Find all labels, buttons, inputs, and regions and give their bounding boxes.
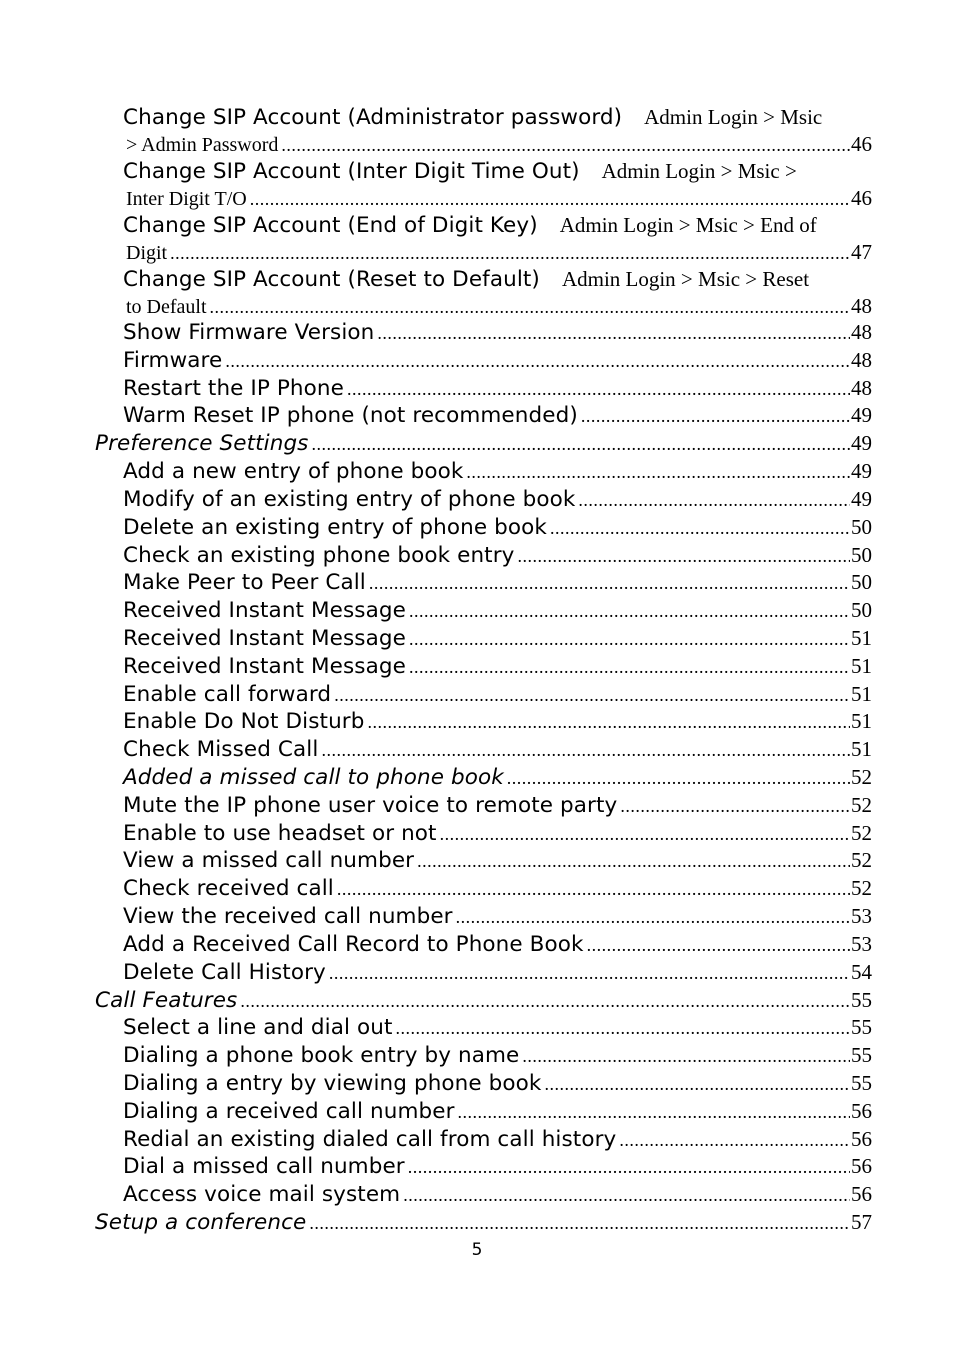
- toc-entry[interactable]: [123, 568, 872, 596]
- toc-entry[interactable]: [123, 624, 872, 652]
- toc-entry[interactable]: [123, 680, 872, 708]
- toc-page-number: 49: [851, 487, 872, 511]
- toc-entry-line: [123, 791, 872, 819]
- toc-entry-menu-path: Admin Login > Msic >: [601, 159, 797, 183]
- toc-entry-title: Restart the IP Phone: [123, 376, 344, 401]
- toc-entry-line: [123, 1069, 872, 1097]
- toc-entry-line: [95, 429, 872, 457]
- toc-entry[interactable]: [123, 902, 872, 930]
- toc-page-number: 48: [851, 376, 872, 400]
- dot-leader: [321, 736, 850, 764]
- toc-entry[interactable]: [123, 1125, 872, 1153]
- toc-entry-title: Warm Reset IP phone (not recommended): [123, 403, 578, 428]
- dot-leader: [210, 294, 850, 320]
- dot-leader: [170, 240, 850, 266]
- toc-entry-line: [123, 131, 872, 157]
- toc-entry-line: [123, 157, 872, 185]
- toc-entry-title: Access voice mail system: [123, 1182, 401, 1207]
- page-number: 5: [471, 1240, 483, 1260]
- toc-entry-title: Enable to use headset or not: [123, 821, 437, 846]
- toc-entry-line: [123, 763, 872, 791]
- toc-entry-line: [123, 1097, 872, 1125]
- toc-entry[interactable]: [123, 1013, 872, 1041]
- dot-leader: [377, 319, 850, 347]
- toc-page-number: 55: [851, 988, 872, 1012]
- toc-entry-title: Dialing a received call number: [123, 1099, 455, 1124]
- toc-entry-line: [123, 541, 872, 569]
- toc-section-heading[interactable]: [95, 429, 872, 457]
- toc-page-number: 49: [851, 403, 872, 427]
- toc-entry-line: [123, 652, 872, 680]
- toc-entry-title: Enable call forward: [123, 682, 332, 707]
- toc-page-number: 52: [851, 821, 872, 845]
- toc-entry-title: Received Instant Message: [123, 626, 406, 651]
- dot-leader: [409, 653, 850, 681]
- toc-page-number: 52: [851, 876, 872, 900]
- toc-page-number: 55: [851, 1015, 872, 1039]
- dot-leader: [507, 764, 850, 792]
- toc-entry-line: [123, 680, 872, 708]
- toc-entry-line: [123, 346, 872, 374]
- toc-entry-title: Call Features: [95, 988, 238, 1013]
- toc-page-number: 48: [851, 294, 872, 318]
- toc-entry[interactable]: [123, 763, 872, 791]
- toc-page-number: 49: [851, 431, 872, 455]
- toc-entry-title: Add a Received Call Record to Phone Book: [123, 932, 584, 957]
- toc-page-number: 57: [851, 1210, 872, 1234]
- toc-entry[interactable]: [123, 1180, 872, 1208]
- toc-page-number: 50: [851, 543, 872, 567]
- toc-entry-line: [123, 1013, 872, 1041]
- toc-page-number: 51: [851, 682, 872, 706]
- toc-page-number: 50: [851, 515, 872, 539]
- dot-leader: [396, 1014, 850, 1042]
- toc-entry[interactable]: [123, 346, 872, 374]
- dot-leader: [587, 931, 850, 959]
- toc-page-number: 52: [851, 765, 872, 789]
- dot-leader: [458, 1098, 850, 1126]
- toc-entry[interactable]: [123, 1069, 872, 1097]
- toc-entry[interactable]: [123, 846, 872, 874]
- toc-entry[interactable]: [123, 485, 872, 513]
- toc-entry-line: [123, 401, 872, 429]
- toc-entry[interactable]: [123, 652, 872, 680]
- toc-entry[interactable]: [123, 930, 872, 958]
- toc-entry-title: Received Instant Message: [123, 654, 406, 679]
- dot-leader: [403, 1181, 850, 1209]
- toc-page-number: 52: [851, 848, 872, 872]
- toc-entry-line: [123, 1152, 872, 1180]
- toc-entry-title: Check an existing phone book entry: [123, 543, 515, 568]
- toc-entry-title: Received Instant Message: [123, 598, 406, 623]
- toc-entry-line: [123, 513, 872, 541]
- toc-entry-line: [123, 293, 872, 319]
- toc-section-heading[interactable]: [95, 986, 872, 1014]
- dot-leader: [578, 486, 850, 514]
- toc-entry-title: Check Missed Call: [123, 737, 319, 762]
- toc-entry-menu-path: Admin Login > Msic > End of: [559, 213, 817, 237]
- toc-entry-line: [123, 819, 872, 847]
- toc-entry-line: [123, 596, 872, 624]
- toc-entry[interactable]: [123, 874, 872, 902]
- toc-page-number: 54: [851, 960, 872, 984]
- toc-entry[interactable]: [123, 401, 872, 429]
- toc-page-number: 51: [851, 709, 872, 733]
- toc-entry-title: Dialing a phone book entry by name: [123, 1043, 520, 1068]
- toc-entry-title: Dial a missed call number: [123, 1154, 405, 1179]
- toc-page-number: 51: [851, 737, 872, 761]
- toc-entry[interactable]: [123, 513, 872, 541]
- dot-leader: [619, 1126, 850, 1154]
- toc-entry-menu-path: Admin Login > Msic: [644, 105, 823, 129]
- toc-entry-title: Change SIP Account (Administrator password): [123, 105, 623, 130]
- toc-entry-title: Dialing a entry by viewing phone book: [123, 1071, 542, 1096]
- toc-entry[interactable]: [123, 791, 872, 819]
- toc-section-heading[interactable]: [95, 1208, 872, 1236]
- toc-page-number: 53: [851, 932, 872, 956]
- toc-entry[interactable]: [123, 707, 872, 735]
- toc-entry-title: View the received call number: [123, 904, 453, 929]
- toc-entry-title: Check received call: [123, 876, 334, 901]
- toc-entry-menu-path: Admin Login > Msic > Reset: [561, 267, 810, 291]
- dot-leader: [409, 625, 850, 653]
- toc-entry-line: [123, 735, 872, 763]
- toc-page-number: 46: [851, 186, 872, 210]
- dot-leader: [440, 820, 850, 848]
- toc-entry-menu-path: Inter Digit T/O: [126, 188, 247, 210]
- toc-page-number: 56: [851, 1127, 872, 1151]
- toc-entry[interactable]: [123, 1097, 872, 1125]
- toc-entry-title: Enable Do Not Disturb: [123, 709, 365, 734]
- toc-entry[interactable]: [123, 1041, 872, 1069]
- toc-entry-line: [123, 457, 872, 485]
- toc-entry-title: Setup a conference: [95, 1210, 307, 1235]
- dot-leader: [334, 681, 850, 709]
- toc-entry-title: Modify of an existing entry of phone book: [123, 487, 576, 512]
- toc-entry-line: [123, 874, 872, 902]
- dot-leader: [620, 792, 850, 820]
- dot-leader: [522, 1042, 850, 1070]
- dot-leader: [312, 430, 851, 458]
- toc-entry-line: [95, 1208, 872, 1236]
- toc-entry-title: Change SIP Account (Inter Digit Time Out): [123, 159, 580, 184]
- toc-entry[interactable]: [123, 1152, 872, 1180]
- toc-entry-line: [123, 958, 872, 986]
- toc-page-number: 50: [851, 598, 872, 622]
- toc-entry[interactable]: [123, 596, 872, 624]
- toc-entry-title: Select a line and dial out: [123, 1015, 393, 1040]
- dot-leader: [550, 514, 850, 542]
- toc-entry-line: [123, 103, 872, 131]
- toc-entry-line: [123, 902, 872, 930]
- toc-entry-title: Delete Call History: [123, 960, 326, 985]
- toc-page-number: 51: [851, 626, 872, 650]
- dot-leader: [417, 847, 850, 875]
- toc-page-number: 53: [851, 904, 872, 928]
- toc-entry-menu-path: > Admin Password: [126, 134, 279, 156]
- dot-leader: [240, 987, 850, 1015]
- toc-entry[interactable]: [123, 541, 872, 569]
- dot-leader: [466, 458, 850, 486]
- toc-entry-line: [123, 1180, 872, 1208]
- dot-leader: [225, 347, 850, 375]
- toc-entry[interactable]: [123, 374, 872, 402]
- dot-leader: [456, 903, 850, 931]
- toc-entry-sip[interactable]: [123, 157, 872, 211]
- toc-entry-line: [123, 485, 872, 513]
- toc-entry-line: [123, 707, 872, 735]
- toc-entry-line: [123, 374, 872, 402]
- toc-entry-title: Redial an existing dialed call from call history: [123, 1127, 617, 1152]
- toc-entry-title: View a missed call number: [123, 848, 415, 873]
- toc-entry[interactable]: [123, 457, 872, 485]
- dot-leader: [581, 402, 850, 430]
- toc-page-number: 56: [851, 1099, 872, 1123]
- toc-page-number: 50: [851, 570, 872, 594]
- toc-entry-line: [123, 930, 872, 958]
- dot-leader: [329, 959, 850, 987]
- toc-entry-line: [123, 1125, 872, 1153]
- toc-entry-sip[interactable]: [123, 265, 872, 319]
- toc-entry-title: Added a missed call to phone book: [123, 765, 504, 790]
- toc-entry-line: [123, 318, 872, 346]
- dot-leader: [369, 569, 850, 597]
- toc-entry-menu-path: to Default: [126, 296, 207, 318]
- toc-entry-line: [123, 239, 872, 265]
- toc-entry-title: Show Firmware Version: [123, 320, 375, 345]
- toc-entry-sip[interactable]: [123, 211, 872, 265]
- toc-entry[interactable]: [123, 819, 872, 847]
- toc-entry-title: Delete an existing entry of phone book: [123, 515, 547, 540]
- toc-entry-line: [123, 211, 872, 239]
- toc-entry[interactable]: [123, 318, 872, 346]
- toc-entry-line: [123, 568, 872, 596]
- dot-leader: [309, 1209, 850, 1237]
- toc-entry[interactable]: [123, 958, 872, 986]
- toc-page-number: 55: [851, 1043, 872, 1067]
- dot-leader: [281, 132, 850, 158]
- toc-page-number: 46: [851, 132, 872, 156]
- dot-leader: [408, 1153, 850, 1181]
- toc-entry-line: [123, 265, 872, 293]
- toc-entry-sip[interactable]: [123, 103, 872, 157]
- toc-entry-line: [123, 185, 872, 211]
- toc-entry-line: [123, 846, 872, 874]
- toc-entry-line: [123, 1041, 872, 1069]
- toc-page-number: 48: [851, 348, 872, 372]
- dot-leader: [517, 542, 850, 570]
- dot-leader: [544, 1070, 850, 1098]
- toc-entry-title: Make Peer to Peer Call: [123, 570, 366, 595]
- toc-page-number: 49: [851, 459, 872, 483]
- toc-entry-line: [95, 986, 872, 1014]
- toc-entry[interactable]: [123, 735, 872, 763]
- toc-page-number: 56: [851, 1182, 872, 1206]
- dot-leader: [347, 375, 850, 403]
- toc-entry-line: [123, 624, 872, 652]
- toc-entry-title: Change SIP Account (Reset to Default): [123, 267, 540, 292]
- toc-entry-title: Add a new entry of phone book: [123, 459, 464, 484]
- toc-page-number: 52: [851, 793, 872, 817]
- toc-entry-menu-path: Digit: [126, 242, 168, 264]
- dot-leader: [368, 708, 851, 736]
- dot-leader: [409, 597, 850, 625]
- toc-entry-title: Firmware: [123, 348, 223, 373]
- dot-leader: [337, 875, 850, 903]
- dot-leader: [250, 186, 850, 212]
- toc-page-number: 56: [851, 1154, 872, 1178]
- toc-entry-title: Mute the IP phone user voice to remote party: [123, 793, 618, 818]
- toc-page-number: 55: [851, 1071, 872, 1095]
- toc-entry-title: Change SIP Account (End of Digit Key): [123, 213, 538, 238]
- toc-page-number: 48: [851, 320, 872, 344]
- toc-entry-title: Preference Settings: [95, 431, 309, 456]
- toc-page-number: 51: [851, 654, 872, 678]
- toc-page-number: 47: [851, 240, 872, 264]
